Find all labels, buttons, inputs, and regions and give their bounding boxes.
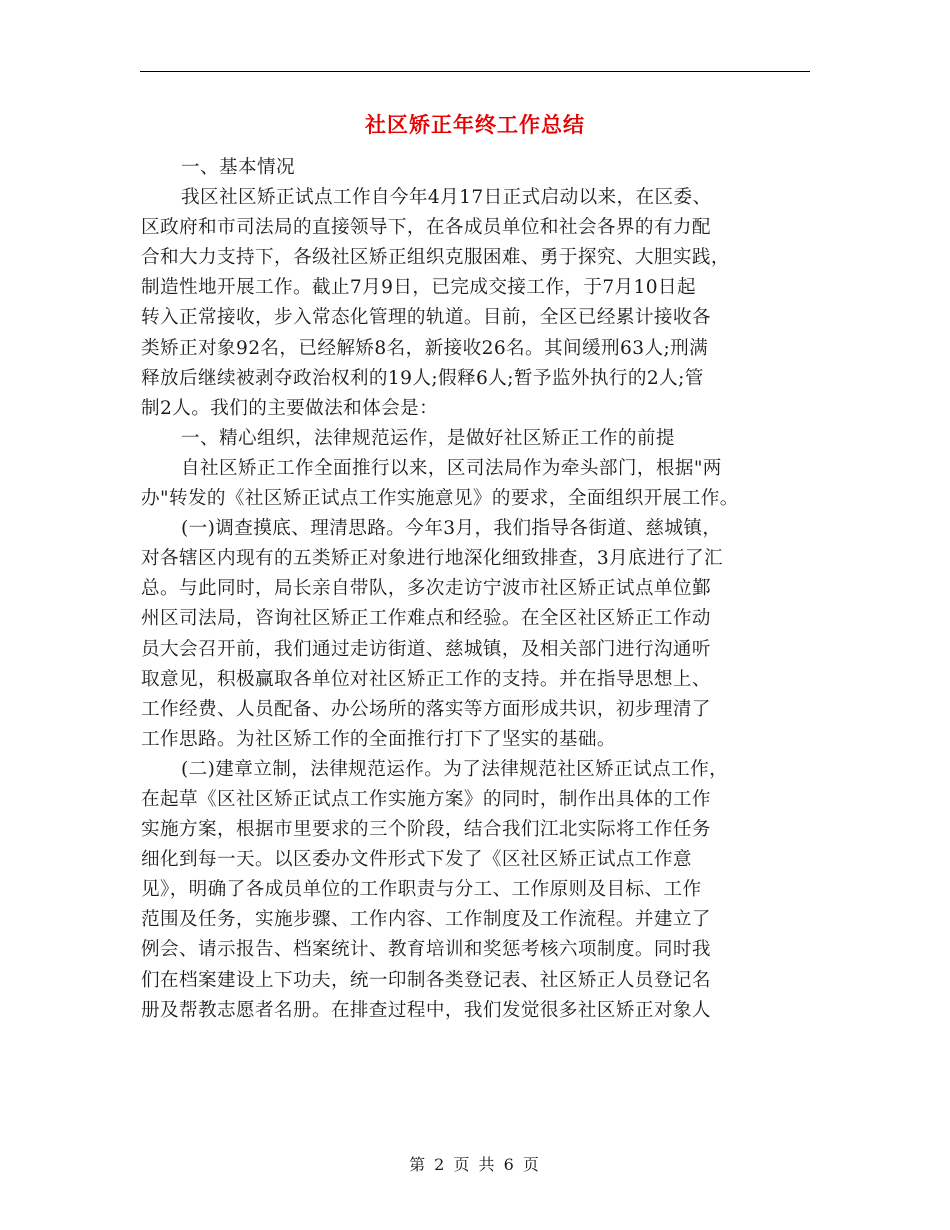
text-line: 办"转发的《社区矫正试点工作实施意见》的要求，全面组织开展工作。 [141, 488, 739, 510]
text-line: 释放后继续被剥夺政治权利的19人;假释6人;暂予监外执行的2人;管 [141, 367, 704, 389]
text-line: 工作经费、人员配备、办公场所的落实等方面形成共识，初步理清了 [141, 698, 711, 720]
text-line: 范围及任务，实施步骤、工作内容、工作制度及工作流程。并建立了 [141, 909, 711, 931]
text-line: 自社区矫正工作全面推行以来，区司法局作为牵头部门，根据"两 [181, 457, 722, 479]
text-line: 一、基本情况 [181, 157, 295, 178]
text-line: 制2人。我们的主要做法和体会是： [141, 397, 439, 419]
text-line: 州区司法局，咨询社区矫正工作难点和经验。在全区社区矫正工作动 [141, 608, 711, 630]
text-line: 区政府和市司法局的直接领导下，在各成员单位和社会各界的有力配 [141, 217, 711, 239]
text-line: 们在档案建设上下功夫，统一印制各类登记表、社区矫正人员登记名 [141, 969, 711, 991]
text-line: (二)建章立制，法律规范运作。为了法律规范社区矫正试点工作， [181, 758, 729, 780]
text-line: 一、精心组织，法律规范运作，是做好社区矫正工作的前提 [181, 427, 675, 449]
text-line: 册及帮教志愿者名册。在排查过程中，我们发觉很多社区矫正对象人 [141, 999, 711, 1021]
header-rule [140, 71, 810, 72]
text-line: 我区社区矫正试点工作自今年4月17日正式启动以来，在区委、 [181, 187, 712, 209]
document-body [141, 153, 811, 1026]
text-line: 类矫正对象92名，已经解矫8名，新接收26名。其间缓刑63人;刑满 [141, 337, 709, 359]
text-line: 总。与此同时，局长亲自带队，多次走访宁波市社区矫正试点单位鄞 [141, 578, 711, 600]
page-footer: 第 2 页 共 6 页 [409, 1155, 541, 1174]
text-line: 实施方案，根据市里要求的三个阶段，结合我们江北实际将工作任务 [141, 819, 711, 841]
text-line: 取意见，积极赢取各单位对社区矫正工作的支持。并在指导思想上、 [141, 668, 711, 690]
text-line: 制造性地开展工作。截止7月9日，已完成交接工作，于7月10日起 [141, 277, 696, 299]
text-line: 在起草《区社区矫正试点工作实施方案》的同时，制作出具体的工作 [141, 788, 711, 810]
text-line: 转入正常接收，步入常态化管理的轨道。目前，全区已经累计接收各 [141, 307, 711, 329]
text-line: 见》，明确了各成员单位的工作职责与分工、工作原则及目标、工作 [141, 879, 702, 901]
text-line: 例会、请示报告、档案统计、教育培训和奖惩考核六项制度。同时我 [141, 939, 711, 961]
text-line: 细化到每一天。以区委办文件形式下发了《区社区矫正试点工作意 [141, 849, 692, 871]
text-line: 工作思路。为社区矫工作的全面推行打下了坚实的基础。 [141, 728, 616, 750]
text-line: 对各辖区内现有的五类矫正对象进行地深化细致排查，3月底进行了汇 [141, 548, 724, 570]
text-line: (一)调查摸底、理清思路。今年3月，我们指导各街道、慈城镇， [181, 518, 722, 540]
text-line: 员大会召开前，我们通过走访街道、慈城镇，及相关部门进行沟通听 [141, 638, 711, 660]
document-title: 社区矫正年终工作总结 [365, 112, 585, 137]
text-line: 合和大力支持下，各级社区矫正组织克服困难、勇于探究、大胆实践， [141, 247, 730, 269]
